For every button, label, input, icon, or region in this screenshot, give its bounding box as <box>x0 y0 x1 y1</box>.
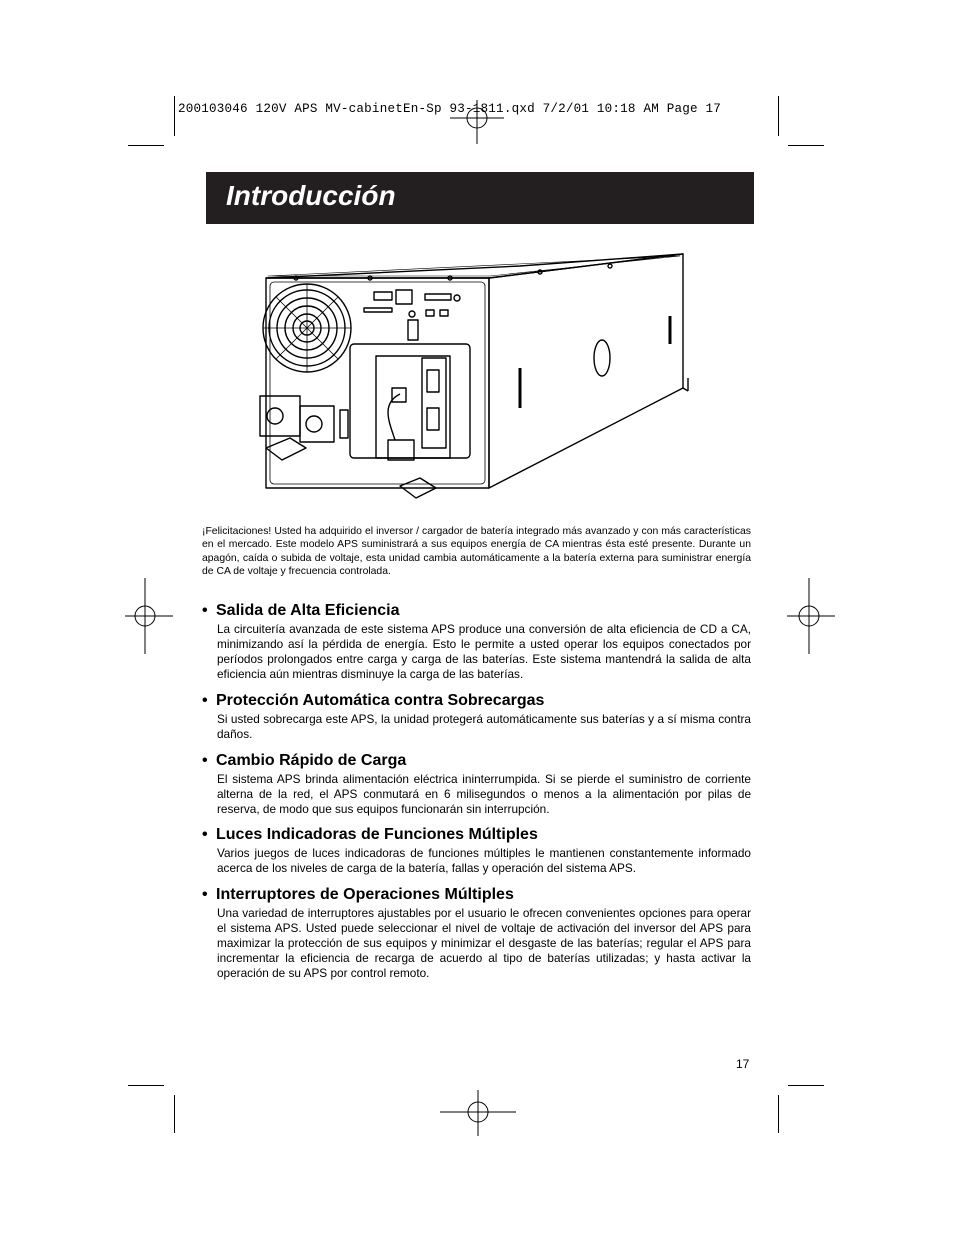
bullet-glyph: • <box>202 886 208 903</box>
crop-mark <box>174 96 175 136</box>
feature-heading <box>202 751 751 770</box>
crop-mark <box>778 96 779 136</box>
feature-heading-text: Protección Automática contra Sobrecargas <box>216 692 545 709</box>
feature-body: El sistema APS brinda alimentación eléctrica ininterrumpida. Si se pierde el suministro de corriente alterna de la red, el APS conmutará en 6 milisegundos o menos a la alimentación por pilas de reserva, de modo que sus equipos funcionarán sin interrupción. <box>217 772 751 816</box>
crop-mark <box>174 1095 175 1133</box>
slug-line: 200103046 120V APS MV-cabinetEn-Sp 93-1811.qxd 7/2/01 10:18 AM Page 17 <box>178 102 722 116</box>
feature-item <box>202 825 751 876</box>
crop-mark <box>128 145 164 146</box>
crop-mark <box>788 1085 824 1086</box>
feature-heading-text: Luces Indicadoras de Funciones Múltiples <box>216 826 538 843</box>
feature-heading <box>202 601 751 620</box>
feature-body: Varios juegos de luces indicadoras de funciones múltiples le mantienen constantemente informado acerca de los niveles de carga de la batería, fallas y operación del sistema APS. <box>217 846 751 875</box>
registration-mark-icon <box>440 1090 516 1140</box>
page-title: Introducción <box>226 180 396 211</box>
feature-heading-text: Salida de Alta Eficiencia <box>216 602 400 619</box>
inverter-illustration <box>250 248 700 508</box>
title-banner <box>206 172 754 224</box>
feature-heading-text: Cambio Rápido de Carga <box>216 752 407 769</box>
crop-mark <box>788 145 824 146</box>
feature-item <box>202 885 751 981</box>
bullet-glyph: • <box>202 692 208 709</box>
page-number: 17 <box>736 1057 750 1071</box>
crop-mark <box>128 1085 164 1086</box>
feature-item <box>202 691 751 742</box>
crop-mark <box>778 1095 779 1133</box>
feature-heading <box>202 825 751 844</box>
feature-body: Si usted sobrecarga este APS, la unidad protegerá automáticamente sus baterías y a sí misma contra daños. <box>217 712 751 741</box>
registration-mark-icon <box>125 578 175 654</box>
feature-item <box>202 751 751 817</box>
feature-body: Una variedad de interruptores ajustables por el usuario le ofrecen convenientes opciones para operar el sistema APS. Usted puede seleccionar el nivel de voltaje de activación del inversor del APS para maximizar la protección de sus equipos y minimizar el desgaste de las baterías; regular el APS para incrementar la eficiencia de recarga de acuerdo al tipo de baterías utilizadas; y hasta activar la operación de su APS por control remoto. <box>217 906 751 980</box>
intro-paragraph: ¡Felicitaciones! Usted ha adquirido el inversor / cargador de batería integrado más avanzado y con más características en el mercado. Este modelo APS suministrará a sus equipos energía de CA mientras ésta esté presente. Durante un apagón, caída o subida de voltaje, esta unidad cambia automáticamente a la batería externa para suministrar energía de CA de voltaje y frecuencia controlada. <box>202 526 751 577</box>
feature-heading <box>202 691 751 710</box>
feature-heading-text: Interruptores de Operaciones Múltiples <box>216 886 514 903</box>
bullet-glyph: • <box>202 602 208 619</box>
bullet-glyph: • <box>202 752 208 769</box>
feature-body: La circuitería avanzada de este sistema APS produce una conversión de alta eficiencia de CD a CA, minimizando así la pérdida de energía. Esto le permite a usted operar los equipos conectados por períodos prolongados entre carga y carga de las baterías. Este sistema mantendrá la salida de alta eficiencia aún mientras disminuye la carga de las baterías. <box>217 622 751 681</box>
feature-heading <box>202 885 751 904</box>
feature-item <box>202 601 751 682</box>
bullet-glyph: • <box>202 826 208 843</box>
registration-mark-icon <box>785 578 835 654</box>
